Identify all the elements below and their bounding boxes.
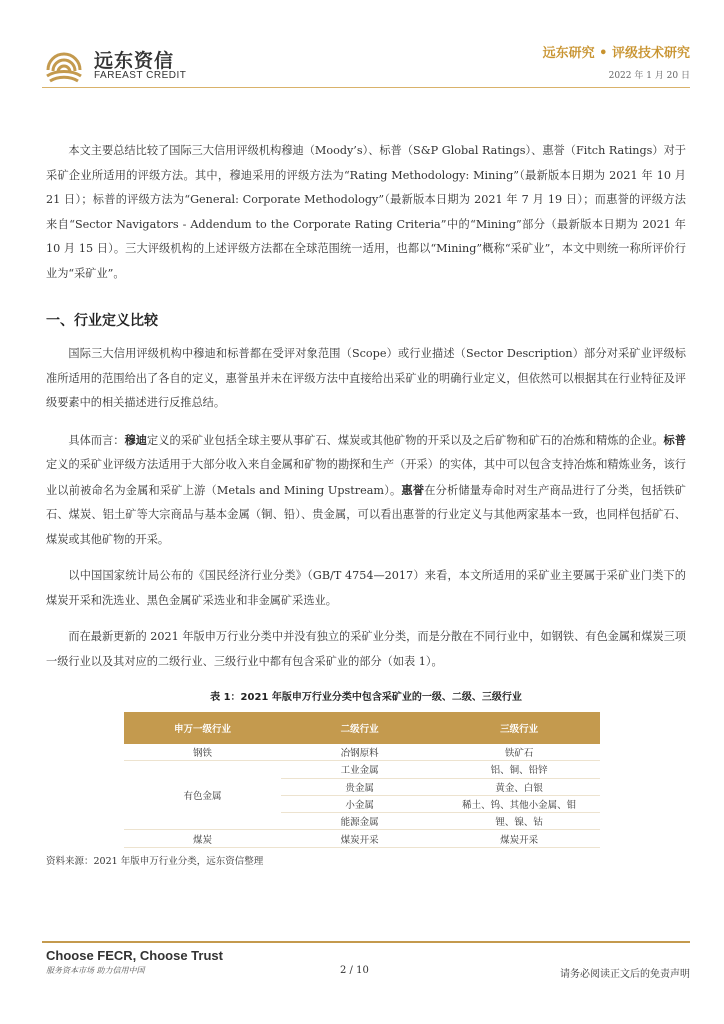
footer-disclaimer: 请务必阅读正文后的免责声明: [560, 969, 690, 980]
table-cell-l3: 稀土、钨、其他小金属、钼: [438, 795, 600, 812]
table-cell-l1: 钢铁: [124, 744, 281, 761]
header-divider: [42, 87, 690, 88]
table-header-cell: 三级行业: [438, 712, 600, 744]
logo-emblem-icon: [42, 44, 86, 88]
table-cell-l2: 贵金属: [281, 778, 438, 795]
definition-paragraph-3: 以中国国家统计局公布的《国民经济行业分类》（GB/T 4754—2017）来看，本文所适用的采矿业主要属于采矿业门类下的煤炭开采和洗选业、黑色金属矿采选业和非金属矿采选业。: [46, 569, 686, 607]
table-cell-l1: 有色金属: [124, 761, 281, 830]
footer-slogan-cn: 服务资本市场 助力信用中国: [46, 966, 145, 975]
table-cell-l2: 冶钢原料: [281, 744, 438, 761]
fitch-term: 惠誉: [401, 482, 425, 497]
table-cell-l1: 煤炭: [124, 830, 281, 847]
company-logo: [42, 44, 192, 88]
table-cell-l3: 铝、铜、铅锌: [438, 761, 600, 778]
table-cell-l2: 煤炭开采: [281, 830, 438, 847]
table-header-row: [124, 712, 600, 744]
table-caption: 表 1：2021 年版申万行业分类中包含采矿业的一级、二级、三级行业: [210, 692, 522, 703]
table-header-cell: 二级行业: [281, 712, 438, 744]
report-date: 2022 年 1 月 20 日: [608, 71, 690, 81]
table-cell-l3: 锂、镍、钴: [438, 813, 600, 830]
definition-paragraph-4: 而在最新更新的 2021 年版申万行业分类中并没有独立的采矿业分类，而是分散在不同行业中，如钢铁、有色金属和煤炭三项一级行业以及其对应的二级行业、三级行业中都有包含采矿业的部分（如表 1）。: [46, 630, 686, 668]
table-row: [124, 830, 600, 847]
table-source: 资料来源：2021 年版申万行业分类，远东资信整理: [46, 855, 264, 867]
table-header-cell: 申万一级行业: [124, 712, 281, 744]
table-cell-l2: 小金属: [281, 795, 438, 812]
table-cell-l3: 煤炭开采: [438, 830, 600, 847]
logo-text-en: FAREAST CREDIT: [94, 70, 187, 81]
table-row: [124, 761, 600, 778]
sp-definition: 定义的采矿业评级方法适用于大部分收入来自金属和矿物的勘探和生产（开采）的实体，其中可以包含支持冶炼和精炼业务，该行业以前被命名为金属和采矿上游（Metals and Mining Upstream）。: [46, 458, 686, 497]
fitch-definition: 在分析储量寿命时对生产商品进行了分类，包括铁矿石、煤炭、铝土矿等大宗商品与基本金属（铜、铅）、贵金属，可以看出惠誉的行业定义与其他两家基本一致，也同样包括矿石、煤炭或其他矿物的开采。: [46, 483, 686, 546]
table-cell-l3: 铁矿石: [438, 744, 600, 761]
page-number: 2 / 10: [340, 965, 369, 976]
footer-divider: [42, 941, 690, 943]
intro-paragraph: 本文主要总结比较了国际三大信用评级机构穆迪（Moody’s）、标普（S&P Global Ratings）、惠誉（Fitch Ratings）对于采矿企业所适用的评级方法。其中，穆迪采用的评级方法为“Rating Methodology: Mining”（最新版本日期为 2021 年 10 月 21 日）；标普的评级方法为“General: Corporate Methodology”（最新版本日期为 2021 年 7 月 19 日）；而惠誉的评级方法来自“Sector Navigators - Addendum to the Corporate Rating Criteria”中的“Mining”部分（最新版本日期为 2021 年 10 月 15 日）。三大评级机构的上述评级方法都在全球范围统一适用，也都以“Mining”概称“采矿业”，本文中则统一称所评价行业为“采矿业”。: [46, 144, 686, 280]
lead-text: 具体而言：: [68, 433, 125, 447]
sp-term: 标普: [663, 432, 686, 447]
footer-slogan: Choose FECR, Choose Trust: [46, 948, 223, 963]
table-cell-l3: 黄金、白银: [438, 778, 600, 795]
page-header: [0, 0, 724, 100]
logo-text-cn: 远东资信: [94, 50, 175, 72]
main-content: [46, 139, 686, 867]
section-title: 一、行业定义比较: [46, 313, 158, 329]
moodys-term: 穆迪: [124, 432, 148, 447]
industry-table: [124, 712, 600, 848]
definition-paragraph-2: [46, 428, 686, 553]
table-cell-l2: 能源金属: [281, 813, 438, 830]
table-row: [124, 744, 600, 761]
moodys-definition: 定义的采矿业包括全球主要从事矿石、煤炭或其他矿物的开采以及之后矿物和矿石的冶炼和精炼的企业。: [147, 433, 664, 447]
table-cell-l2: 工业金属: [281, 761, 438, 778]
series-title: 远东研究 • 评级技术研究: [542, 46, 690, 61]
definition-paragraph-1: 国际三大信用评级机构中穆迪和标普都在受评对象范围（Scope）或行业描述（Sector Description）部分对采矿业评级标准所适用的范围给出了各自的定义，惠誉虽并未在评级方法中直接给出采矿业的明确行业定义，但依然可以根据其在行业特征及评级要素中的相关描述进行反推总结。: [46, 347, 686, 409]
